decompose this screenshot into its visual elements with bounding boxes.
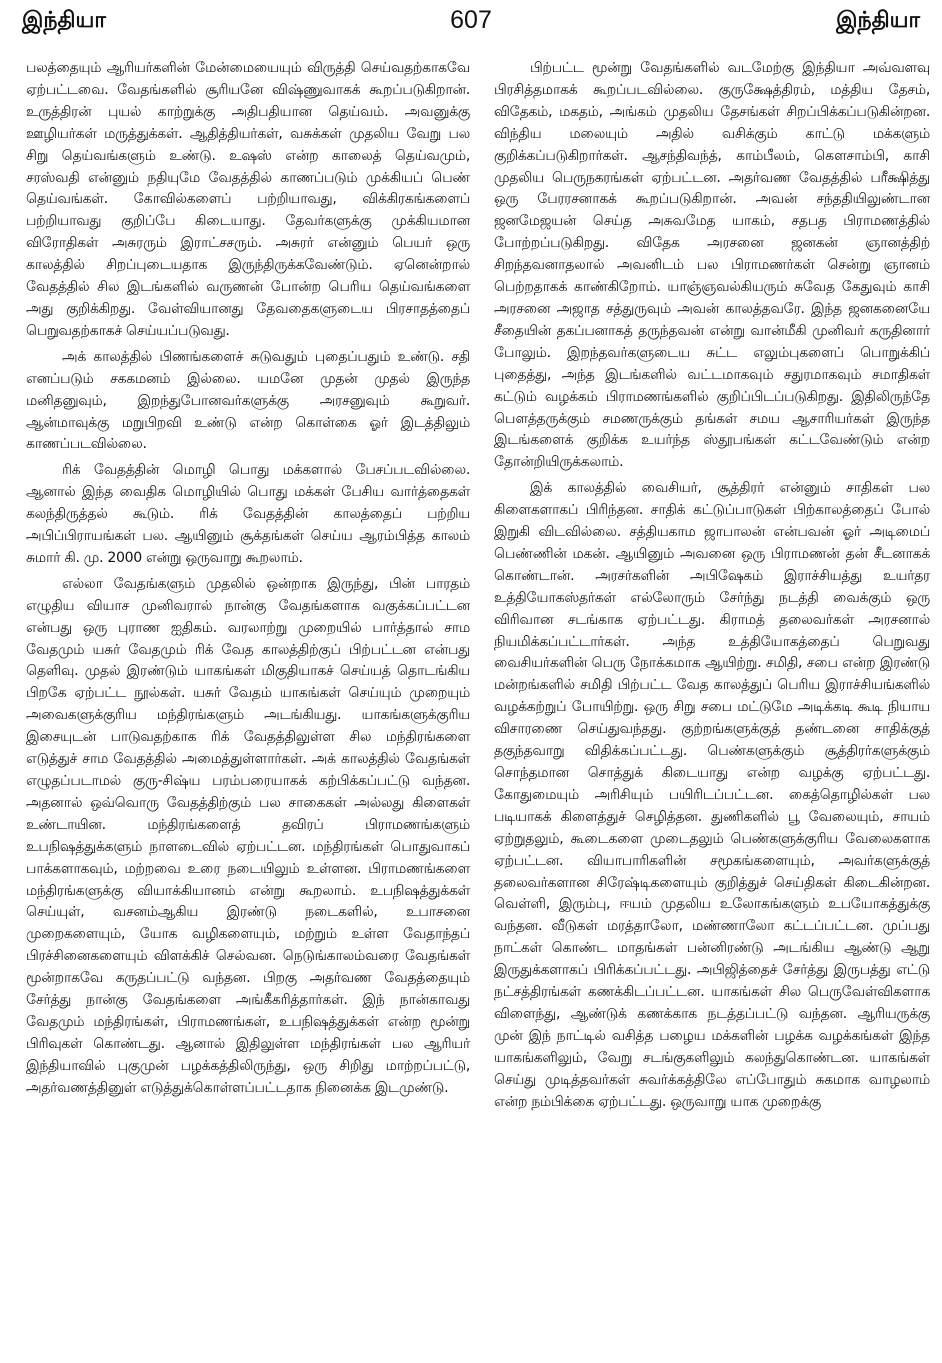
- left-column: [26, 58, 470, 1104]
- running-title-left: இந்தியா: [22, 8, 106, 33]
- page-header: [22, 8, 920, 42]
- paragraph: ரிக் வேதத்தின் மொழி பொது மக்களால் பேசப்படவில்லை. ஆனால் இந்த வைதிக மொழியில் பொது மக்கள் பேசிய வார்த்தைகள் கலந்திருத்தல் கூடும். ரிக் வேதத்தின் காலத்தைப் பற்றிய அபிப்பிராயங்கள் பல. ஆயினும் சூக்தங்கள் செய்ய ஆரம்பித்த காலம் சுமார் கி. மு. 2000 என்று ஒருவாறு கூறலாம்.: [26, 462, 470, 566]
- paragraph: பலத்தையும் ஆரியர்களின் மேன்மையையும் விருத்தி செய்வதற்காகவே ஏற்பட்டவை. வேதங்களில் சூரியனே விஷ்ணுவாகக் கூறப்படுகிறான். உருத்திரன் புயல் காற்றுக்கு அதிபதியான தெய்வம். அவனுக்கு ஊழியர்கள் மருத்துக்கள். ஆதித்தியர்கள், வசுக்கள் முதலிய வேறு பல சிறு தெய்வங்களும் உண்டு. உஷஸ் என்ற காலைத் தெய்வமும், சரஸ்வதி என்னும் நதியுமே வேதத்தில் காணப்படும் முக்கியப் பெண் தெய்வங்கள். கோவில்களைப் பற்றியாவது, விக்கிரகங்களைப் பற்றியாவது குறிப்பே கிடையாது. தேவர்களுக்கு முக்கியமான விரோதிகள் அசுரரும் இராட்சசரும். அசுரர் என்னும் பெயர் ஒரு காலத்தில் சிறப்புடையதாக இருந்திருக்கவேண்டும். ஏனென்றால் வேதத்தில் சில இடங்களில் வருணன் போன்ற பெரிய தெய்வங்களை அது குறிக்கிறது. வேள்வியானது தேவதைகளுடைய பிரசாதத்தைப் பெறுவதற்காகச் செய்யப்படுவது.: [26, 60, 470, 339]
- running-title-right: இந்தியா: [836, 8, 920, 33]
- page-number: 607: [450, 6, 492, 34]
- paragraph: பிற்பட்ட மூன்று வேதங்களில் வடமேற்கு இந்தியா அவ்வளவு பிரசித்தமாகக் கூறப்படவில்லை. குருக்ஷேத்திரம், மத்திய தேசம், விதேகம், மகதம், அங்கம் முதலிய தேசங்கள் சிறப்பிக்கப்படுகின்றன. விந்திய மலையும் அதில் வசிக்கும் காட்டு மக்களும் குறிக்கப்படுகிறார்கள். ஆசந்திவந்த், காம்பீலம், கௌசாம்பி, காசி முதலிய பெருநகரங்கள் ஏற்பட்டன. அதர்வண வேதத்தில் பரீக்ஷித்து ஒரு பேரரசனாகக் கூறப்படுகிறான். அவன் சந்ததியிலுண்டான ஜனமேஜயன் செய்த அசுவமேத யாகம், சதபத பிராமணத்தில் போற்றப்படுகிறது. விதேக அரசனை ஜனகன் ஞானத்திற் சிறந்தவனாதலால் அவனிடம் பல பிராமணர்கள் சென்று ஞானம் பெற்றதாகக் காண்கிறோம். யாஞ்ஞவல்கியரும் சுவேத கேதுவும் காசி அரசனை அஜாத சத்துருவும் அவன் காலத்தவரே. இந்த ஜனகனையே சீதையின் தகப்பனாகத் தருந்தவன் என்று வான்மீகி முனிவர் கருதினார் போலும். இறந்தவர்களுடைய சுட்ட எலும்புகளைப் பொறுக்கிப் புதைத்து, அந்த இடங்களில் வட்டமாகவும் சதுரமாகவும் சமாதிகள் கட்டும் வழக்கம் பிராமணங்களில் குறிப்பிடப்படுகிறது. இதிலிருந்தே பௌத்தருக்கும் சமணருக்கும் தங்கள் சமய ஆசாரியர்கள் இருந்த இடங்களைக் குறிக்க உயர்ந்த ஸ்தூபங்கள் கட்டவேண்டும் என்ற தோன்றியிருக்கலாம்.: [494, 60, 930, 471]
- right-column: [494, 58, 930, 1118]
- paragraph: அக் காலத்தில் பிணங்களைச் சுடுவதும் புதைப்பதும் உண்டு. சதி எனப்படும் சககமனம் இல்லை. யமனே முதன் முதல் இருந்த மனிதனுவும், இறந்துபோனவர்களுக்கு அரசனுவும் கூறுவர். ஆன்மாவுக்கு மறுபிறவி உண்டு என்ற கொள்கை ஓர் இடத்திலும் காணப்படவில்லை.: [26, 348, 470, 453]
- paragraph: எல்லா வேதங்களும் முதலில் ஒன்றாக இருந்து, பின் பாரதம் எழுதிய வியாச முனிவரால் நான்கு வேதங்களாக வகுக்கப்பட்டன என்பது ஒரு புராண ஐதிகம். வரலாற்று முறையில் பார்த்தால் சாம வேதமும் யசுர் வேதமும் ரிக் வேத காலத்திற்குப் பிற்பட்டன என்பது தெளிவு. முதல் இரண்டும் யாகங்கள் மிகுதியாகச் செய்யத் தொடங்கிய பிறகே ஏற்பட்ட நூல்கள். யசுர் வேதம் யாகங்கள் செய்யும் முறையும் அவைகளுக்குரிய மந்திரங்களும் அடங்கியது. யாகங்களுக்குரிய இசையுடன் பாடுவதற்காக ரிக் வேதத்திலுள்ள சில மந்திரங்களை எடுத்துச் சாம வேதத்தில் அமைத்துள்ளார்கள். அக் காலத்தில் வேதங்கள் எழுதப்படாமல் குரு-சிஷ்ய பரம்பரையாகக் கற்பிக்கப்பட்டு வந்தன. அதனால் ஒவ்வொரு வேதத்திற்கும் பல சாகைகள் அல்லது கிளைகள் உண்டாயின. மந்திரங்களைத் தவிரப் பிராமணங்களும் உபநிஷத்துக்களும் நாளடைவில் ஏற்பட்டன. மந்திரங்கள் பொதுவாகப் பாக்களாகவும், மற்றவை உரை நடையிலும் உள்ளன. பிராமணங்களை மந்திரங்களுக்கு வியாக்கியானம் என்று கூறலாம். உபநிஷத்துக்கள் செய்யுள், வசனம்ஆகிய இரண்டு நடைகளில், உபாசனை முறைகளையும், யோக வழிகளையும், மற்றும் உள்ள வேதாந்தப் பிரச்சினைகளையும் விளக்கிச் செல்வன. நெடுங்காலம்வரை வேதங்கள் மூன்றாகவே கருதப்பட்டு வந்தன. பிறகு அதர்வண வேதத்தையும் சேர்த்து நான்கு வேதங்களை அங்கீகரித்தார்கள். இந் நான்காவது வேதமும் மந்திரங்கள், பிராமணங்கள், உபநிஷத்துக்கள் என்ற மூன்று பிரிவுகள் கொண்டது. ஆனால் இதிலுள்ள மந்திரங்கள் பல ஆரியர் இந்தியாவில் புகுமுன் பழக்கத்திலிருந்து, ஒரு சிறிது மாற்றப்பட்டு, அதர்வணத்தினுள் எடுத்துக்கொள்ளப்பட்டதாக நினைக்க இடமுண்டு.: [26, 575, 470, 1096]
- paragraph: இக் காலத்தில் வைசியர், சூத்திரர் என்னும் சாதிகள் பல கிளைகளாகப் பிரிந்தன. சாதிக் கட்டுப்பாடுகள் பிற்காலத்தைப் போல் இறுகி விடவில்லை. சத்தியகாம ஜாபாலன் என்பவன் ஓர் அடிமைப் பெண்ணின் மகன். ஆயினும் அவனை ஒரு பிராமணன் தன் சீடனாகக் கொண்டான். அரசர்களின் அபிஷேகம் இராச்சியத்து உயர்தர உத்தியோகஸ்தர்கள் எல்லோரும் சேர்ந்து நடத்தி வைக்கும் ஒரு விரிவான சடங்காக ஏற்பட்டது. கிராமத் தலைவர்கள் அரசனால் நியமிக்கப்பட்டார்கள். அந்த உத்தியோகத்தைப் பெறுவது வைசியர்களின் பெரு நோக்கமாக ஆயிற்று. சமிதி, சபை என்ற இரண்டு மன்றங்களில் சமிதி பிற்பட்ட வேத காலத்துப் பெரிய இராச்சியங்களில் வழக்கற்றுப் போயிற்று. ஒரு சிறு சபை மட்டுமே அடிக்கடி கூடி நியாய விசாரணை செய்துவந்தது. குற்றங்களுக்குத் தண்டனை சாதிக்குத் தகுந்தவாறு விதிக்கப்பட்டது. பெண்களுக்கும் சூத்திரர்களுக்கும் சொந்தமான சொத்துக் கிடையாது என்ற வழக்கு ஏற்பட்டது. கோதுமையும் அரிசியும் பயிரிடப்பட்டன. கைத்தொழில்கள் பல படியாகக் கிளைத்துச் செழித்தன. துணிகளில் பூ வேலையும், சாயம் ஏற்றுதலும், கூடைகளை முடைதலும் பெண்களுக்குரிய வேலைகளாக ஏற்பட்டன. வியாபாரிகளின் சமூகங்களையும், அவர்களுக்குத் தலைவர்களான சிரேஷ்டிகளையும் குறித்துச் செய்திகள் கிடைகின்றன. வெள்ளி, இரும்பு, ஈயம் முதலிய உலோகங்களும் உபயோகத்துக்கு வந்தன. வீடுகள் மரத்தாலோ, மண்ணாலோ கட்டப்பட்டன. முப்பது நாட்கள் கொண்ட மாதங்கள் பன்னிரண்டு அடங்கிய ஆண்டு ஆறு இருதுக்களாகப் பிரிக்கப்பட்டது. அபிஜித்தைச் சேர்த்து இருபத்து எட்டு நட்சத்திரங்கள் கணக்கிடப்பட்டன. யாகங்கள் சில பெருவேள்விகளாக விளைந்து, ஆண்டுக் கணக்காக நடத்தப்பட்டு வந்தன. ஆரியருக்கு முன் இந் நாட்டில் வசித்த பழைய மக்களின் பழக்க வழக்கங்கள் இந்த யாகங்களிலும், வேறு சடங்குகளிலும் கலந்துகொண்டன. யாகங்கள் செய்து முடித்தவர்கள் சுவர்க்கத்திலே எப்போதும் சுகமாக வாழலாம் என்ற நம்பிக்கை ஏற்பட்டது. ஒருவாறு யாக முறைக்கு: [494, 480, 930, 1110]
